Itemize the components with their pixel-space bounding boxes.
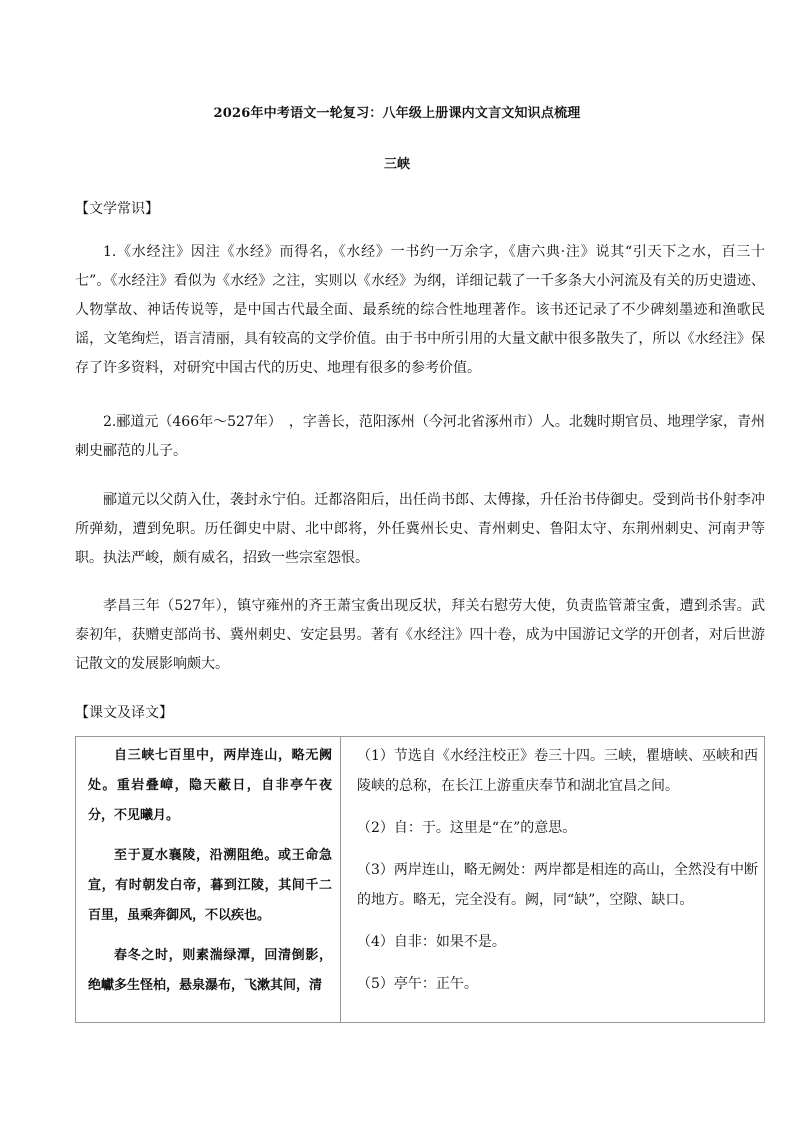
paragraph-author-death: 孝昌三年（527年），镇守雍州的齐王萧宝夤出现反状，拜关右慰劳大使，负责监管萧宝夤，遭到杀害。武泰初年，获赠吏部尚书、冀州刺史、安定县男。著有《水经注》四十卷，成为中国游记文学的开创者，对后世游记散文的发展影响颇大。 (75, 598, 765, 672)
section-heading-text-translation: 【课文及译文】 (75, 705, 173, 721)
paragraph-author-career: 郦道元以父荫入仕，袭封永宁伯。迁都洛阳后，出任尚书郎、太傅掾，升任治书侍御史。受到尚书仆射李冲所弹劾，遭到免职。历任御史中尉、北中郎将，外任冀州长史、青州刺史、鲁阳太守、东荆州刺史、河南尹等职。执法严峻，颇有威名，招致一些宗室怨恨。 (75, 492, 765, 566)
lesson-title: 三峡 (383, 157, 410, 172)
annotation-note: （3）两岸连山，略无阙处：两岸都是相连的高山，全然没有中断的地方。略无，完全没有。阙，同“缺”，空隙、缺口。 (357, 862, 758, 908)
annotation-note: （1）节选自《水经注校正》卷三十四。三峡，瞿塘峡、巫峡和西陵峡的总称，在长江上游重庆奉节和湖北宜昌之间。 (357, 748, 758, 794)
section-heading-literary-knowledge: 【文学常识】 (75, 201, 159, 217)
text-translation-table (75, 736, 765, 1023)
document-title: 2026年中考语文一轮复习：八年级上册课内文言文知识点梳理 (213, 106, 581, 121)
annotation-note: （5）亭午：正午。 (357, 976, 478, 992)
notes-column (341, 737, 764, 1022)
original-text-paragraph: 至于夏水襄陵，沿溯阻绝。或王命急宣，有时朝发白帝，暮到江陵，其间千二百里，虽乘奔御风，不以疾也。 (88, 848, 332, 923)
original-text-column (76, 737, 341, 1022)
original-text-paragraph: 自三峡七百里中，两岸连山，略无阙处。重岩叠嶂，隐天蔽日，自非亭午夜分，不见曦月。 (88, 748, 332, 823)
annotation-note: （2）自：于。这里是“在”的意思。 (357, 820, 577, 836)
paragraph-shuijingzhu: 1.《水经注》因注《水经》而得名，《水经》一书约一万余字，《唐六典·注》说其“引天下之水，百三十七”。《水经注》看似为《水经》之注，实则以《水经》为纲，详细记载了一千多条大小河流及有关的历史遗迹、人物掌故、神话传说等，是中国古代最全面、最系统的综合性地理著作。该书还记录了不少碑刻墨迹和渔歌民谣，文笔绚烂，语言清丽，具有较高的文学价值。由于书中所引用的大量文献中很多散失了，所以《水经注》保存了许多资料，对研究中国古代的历史、地理有很多的参考价值。 (75, 244, 765, 376)
annotation-note: （4）自非：如果不是。 (357, 934, 506, 950)
original-text-paragraph: 春冬之时，则素湍绿潭，回清倒影，绝巘多生怪柏，悬泉瀑布，飞漱其间，清 (88, 948, 332, 993)
paragraph-author-intro: 2.郦道元（466年～527年） ，字善长，范阳涿州（今河北省涿州市）人。北魏时期官员、地理学家，青州刺史郦范的儿子。 (75, 414, 765, 459)
